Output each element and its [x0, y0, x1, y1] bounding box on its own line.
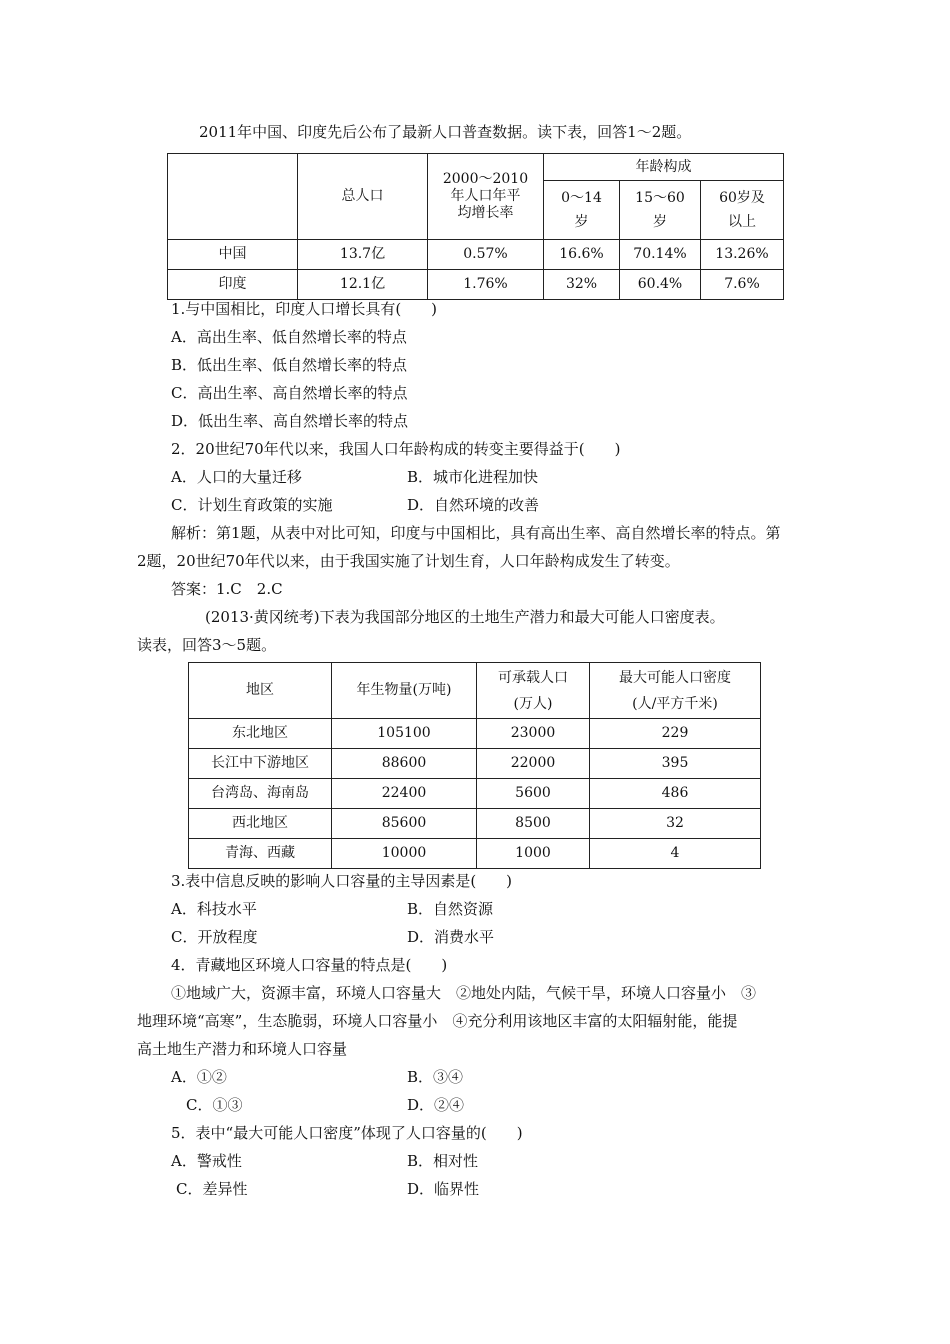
- q5-option-d: D．临界性: [407, 1180, 480, 1198]
- q4-option-d: D．②④: [407, 1096, 465, 1114]
- table1-header-total: 总人口: [298, 154, 428, 240]
- q3-stem: 3.表中信息反映的影响人口容量的主导因素是( ): [171, 872, 513, 890]
- table1-header-age-60-plus: 60岁及 以上: [701, 181, 784, 240]
- table-row: [189, 779, 761, 809]
- table-cell: 5600: [477, 779, 590, 809]
- table-cell: 台湾岛、海南岛: [189, 779, 332, 809]
- table-cell: 西北地区: [189, 809, 332, 839]
- q2-option-d: D．自然环境的改善: [407, 496, 540, 514]
- table-row: [189, 809, 761, 839]
- population-census-table: [167, 153, 784, 300]
- q1-option-c: C．高出生率、高自然增长率的特点: [171, 384, 408, 402]
- q2-option-a: A．人口的大量迁移: [171, 468, 302, 486]
- table-cell: 88600: [332, 749, 477, 779]
- intro-text-2: (2013·黄冈统考)下表为我国部分地区的土地生产潜力和最大可能人口密度表。: [205, 608, 725, 626]
- table-row: [168, 240, 784, 270]
- q5-option-b: B．相对性: [407, 1152, 479, 1170]
- table-cell: 长江中下游地区: [189, 749, 332, 779]
- q3-option-b: B．自然资源: [407, 900, 494, 918]
- q1-stem: 1.与中国相比，印度人口增长具有( ): [171, 300, 438, 318]
- table-cell: 中国: [168, 240, 298, 270]
- q1-option-d: D．低出生率、高自然增长率的特点: [171, 412, 409, 430]
- table-cell: 印度: [168, 270, 298, 300]
- q5-option-c: C．差异性: [176, 1180, 248, 1198]
- q5-stem: 5．表中“最大可能人口密度”体现了人口容量的( ): [171, 1124, 523, 1142]
- q1-option-a: A．高出生率、低自然增长率的特点: [171, 328, 407, 346]
- answer-line: 答案：1.C 2.C: [171, 580, 283, 598]
- q3-option-d: D．消费水平: [407, 928, 495, 946]
- table-cell: 85600: [332, 809, 477, 839]
- table-cell: 32%: [544, 270, 620, 300]
- table2-header-biomass: 年生物量(万吨): [332, 663, 477, 719]
- q3-option-a: A．科技水平: [171, 900, 257, 918]
- table-cell: 1.76%: [428, 270, 544, 300]
- table1-header-age-0-14: 0～14 岁: [544, 181, 620, 240]
- table-cell: 1000: [477, 839, 590, 869]
- table-cell: 0.57%: [428, 240, 544, 270]
- q4-option-b: B．③④: [407, 1068, 464, 1086]
- table-cell: 青海、西藏: [189, 839, 332, 869]
- table-cell: 7.6%: [701, 270, 784, 300]
- table-row: [168, 270, 784, 300]
- q4-statement-line-1: ①地域广大，资源丰富，环境人口容量大 ②地处内陆，气候干旱，环境人口容量小 ③: [171, 984, 757, 1002]
- q2-option-b: B．城市化进程加快: [407, 468, 539, 486]
- table1-header-growth: 2000～2010 年人口年平 均增长率: [428, 154, 544, 240]
- table-cell: 105100: [332, 719, 477, 749]
- table-cell: 395: [590, 749, 761, 779]
- q1-option-b: B．低出生率、低自然增长率的特点: [171, 356, 408, 374]
- analysis-line-1: 解析：第1题，从表中对比可知，印度与中国相比，具有高出生率、高自然增长率的特点。第: [171, 524, 781, 542]
- table1-header-age-group: 年龄构成: [544, 154, 784, 181]
- q4-option-c: C．①③: [186, 1096, 243, 1114]
- q5-option-a: A．警戒性: [171, 1152, 242, 1170]
- table-row: [189, 749, 761, 779]
- table-cell: 22000: [477, 749, 590, 779]
- table-cell: 13.26%: [701, 240, 784, 270]
- q2-stem: 2．20世纪70年代以来，我国人口年龄构成的转变主要得益于( ): [171, 440, 621, 458]
- table-cell: 东北地区: [189, 719, 332, 749]
- table-cell: 12.1亿: [298, 270, 428, 300]
- table-cell: 22400: [332, 779, 477, 809]
- table-cell: 13.7亿: [298, 240, 428, 270]
- table-cell: 23000: [477, 719, 590, 749]
- table-cell: 229: [590, 719, 761, 749]
- q4-statement-line-2: 地理环境“高寒”，生态脆弱，环境人口容量小 ④充分利用该地区丰富的太阳辐射能，能提: [137, 1012, 738, 1030]
- table-cell: 8500: [477, 809, 590, 839]
- q3-option-c: C．开放程度: [171, 928, 258, 946]
- q2-option-c: C．计划生育政策的实施: [171, 496, 333, 514]
- table-row: [189, 839, 761, 869]
- table2-header-capacity: 可承载人口 (万人): [477, 663, 590, 719]
- table-cell: 10000: [332, 839, 477, 869]
- table-cell: 32: [590, 809, 761, 839]
- table-cell: 486: [590, 779, 761, 809]
- q4-option-a: A．①②: [171, 1068, 227, 1086]
- table2-header-region: 地区: [189, 663, 332, 719]
- table2-header-density: 最大可能人口密度 (人/平方千米): [590, 663, 761, 719]
- table-cell: 60.4%: [620, 270, 701, 300]
- intro-text-1: 2011年中国、印度先后公布了最新人口普查数据。读下表，回答1～2题。: [199, 123, 692, 141]
- intro-text-2b: 读表，回答3～5题。: [137, 636, 277, 654]
- table1-header-age-15-60: 15～60 岁: [620, 181, 701, 240]
- analysis-line-2: 2题，20世纪70年代以来，由于我国实施了计划生育，人口年龄构成发生了转变。: [137, 552, 680, 570]
- table-cell: 70.14%: [620, 240, 701, 270]
- table-row: [189, 719, 761, 749]
- q4-stem: 4．青藏地区环境人口容量的特点是( ): [171, 956, 448, 974]
- table-cell: 16.6%: [544, 240, 620, 270]
- q4-statement-line-3: 高土地生产潜力和环境人口容量: [137, 1040, 348, 1058]
- land-capacity-table: [188, 662, 761, 869]
- table1-corner-cell: [168, 154, 298, 240]
- table-cell: 4: [590, 839, 761, 869]
